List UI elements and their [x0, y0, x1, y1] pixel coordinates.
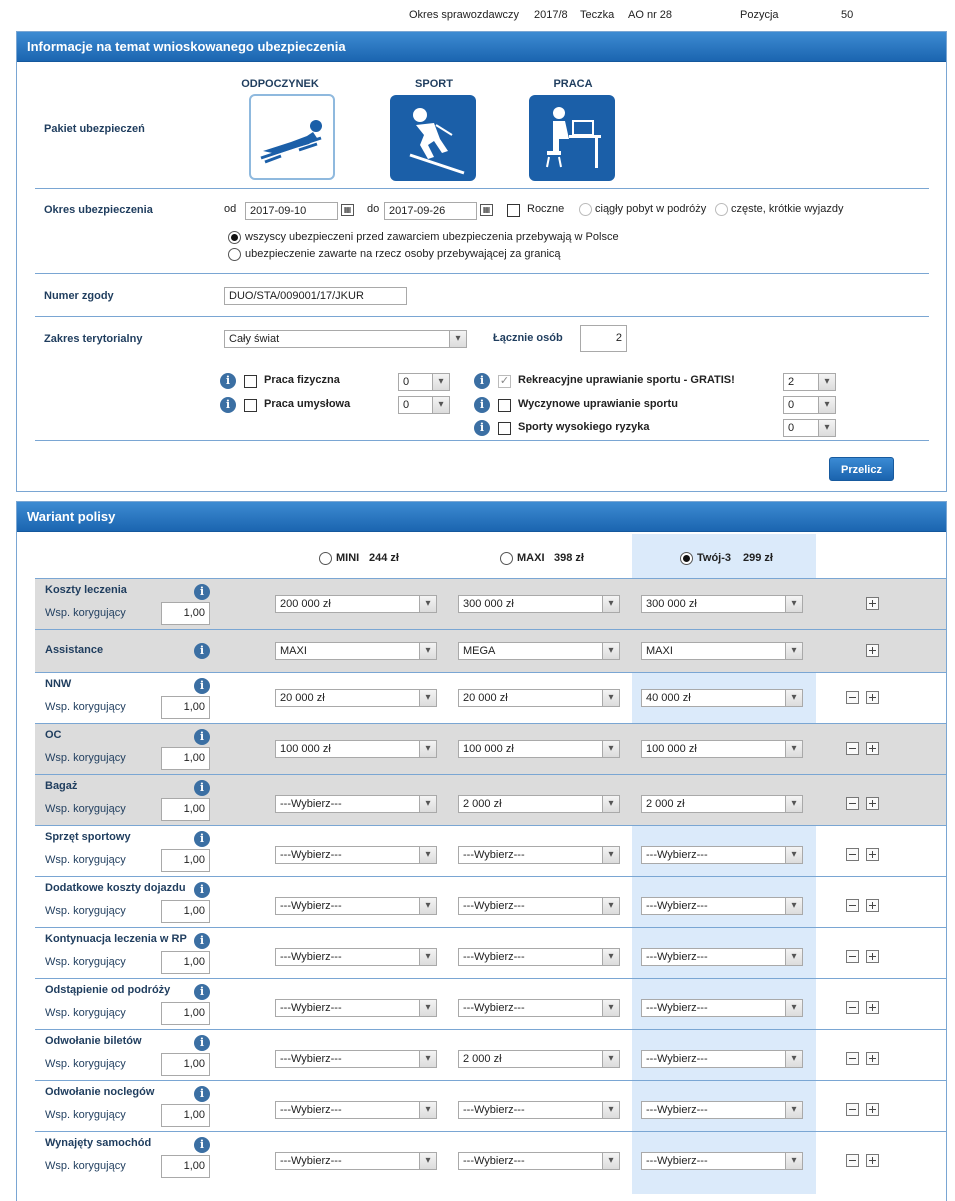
coverage-select[interactable] [458, 1101, 620, 1119]
territory-select[interactable] [224, 330, 467, 348]
competitive-sport-checkbox[interactable] [498, 399, 511, 412]
coverage-select[interactable] [275, 795, 437, 813]
competitive-sport-label: Wyczynowe uprawianie sportu [518, 398, 678, 410]
collapse-icon[interactable] [846, 1052, 859, 1065]
expand-icon[interactable] [866, 899, 879, 912]
info-icon[interactable]: i [194, 729, 210, 745]
coverage-value: 20 000 zł [463, 692, 508, 704]
chevron-down-icon: ▾ [785, 1000, 802, 1016]
coverage-select[interactable] [458, 1050, 620, 1068]
recalculate-button[interactable]: Przelicz [829, 457, 894, 481]
coverage-select[interactable] [641, 1101, 803, 1119]
coverage-value: 2 000 zł [463, 1053, 502, 1065]
coverage-name: Sprzęt sportowy [45, 831, 131, 843]
chevron-down-icon: ▾ [602, 898, 619, 914]
package-title-relax: ODPOCZYNEK [241, 78, 319, 90]
coverage-value: ---Wybierz--- [646, 1155, 708, 1167]
position-value: 50 [841, 9, 854, 21]
info-icon[interactable]: i [194, 882, 210, 898]
coverage-name: Wynajęty samochód [45, 1137, 152, 1149]
info-icon[interactable]: i [474, 397, 490, 413]
coverage-value: ---Wybierz--- [463, 951, 525, 963]
work-icon [529, 95, 615, 181]
divider [35, 273, 929, 274]
coef-label: Wsp. korygujący [45, 1058, 126, 1070]
coverage-select[interactable] [458, 846, 620, 864]
variant-name-custom: Twój-3 [697, 552, 732, 564]
table-row [35, 1131, 946, 1182]
chevron-down-icon: ▾ [602, 1051, 619, 1067]
coverage-name: Odstąpienie od podróży [45, 984, 171, 996]
coverage-select[interactable] [275, 595, 437, 613]
coverage-value: MEGA [463, 645, 496, 657]
expand-icon[interactable] [866, 691, 879, 704]
chevron-down-icon: ▾ [419, 596, 436, 612]
collapse-icon[interactable] [846, 1103, 859, 1116]
collapse-icon[interactable] [846, 899, 859, 912]
coverage-select[interactable] [275, 1152, 437, 1170]
coverage-value: ---Wybierz--- [280, 1053, 342, 1065]
chevron-down-icon: ▾ [785, 1153, 802, 1169]
coverage-value: ---Wybierz--- [646, 900, 708, 912]
info-icon[interactable]: i [194, 1035, 210, 1051]
extreme-sport-label: Sporty wysokiego ryzyka [518, 421, 650, 433]
chevron-down-icon: ▾ [419, 1102, 436, 1118]
coverage-select[interactable] [641, 795, 803, 813]
coef-label: Wsp. korygujący [45, 905, 126, 917]
extreme-sport-checkbox[interactable] [498, 422, 511, 435]
expand-icon[interactable] [866, 644, 879, 657]
coverage-value: ---Wybierz--- [280, 798, 342, 810]
coverage-value: ---Wybierz--- [280, 900, 342, 912]
coef-input[interactable]: 1,00 [161, 951, 210, 974]
count-value: 0 [788, 422, 795, 434]
collapse-icon[interactable] [846, 950, 859, 963]
mental-work-checkbox[interactable] [244, 399, 257, 412]
chevron-down-icon: ▾ [602, 847, 619, 863]
divider [35, 440, 929, 441]
coverage-name: NNW [45, 678, 72, 690]
table-row [35, 723, 946, 774]
chevron-down-icon: ▾ [602, 1153, 619, 1169]
chevron-down-icon: ▾ [785, 690, 802, 706]
coef-label: Wsp. korygujący [45, 956, 126, 968]
persons-input[interactable]: 2 [580, 325, 627, 352]
package-work[interactable] [529, 95, 615, 181]
chevron-down-icon: ▾ [419, 741, 436, 757]
insurance-info-panel [16, 31, 947, 492]
chevron-down-icon: ▾ [419, 847, 436, 863]
relax-icon [251, 96, 333, 178]
coverage-select[interactable] [641, 999, 803, 1017]
chevron-down-icon: ▾ [602, 796, 619, 812]
coverage-value: ---Wybierz--- [463, 900, 525, 912]
chevron-down-icon: ▾ [432, 397, 449, 413]
coverage-select[interactable] [641, 740, 803, 758]
mental-work-count[interactable] [398, 396, 450, 414]
coverage-value: 100 000 zł [646, 743, 697, 755]
count-value: 0 [403, 376, 410, 388]
count-value: 0 [403, 399, 410, 411]
info-icon[interactable]: i [194, 1137, 210, 1153]
coverage-select[interactable] [275, 1050, 437, 1068]
info-icon[interactable]: i [194, 984, 210, 1000]
coef-input[interactable]: 1,00 [161, 1104, 210, 1127]
table-row [35, 876, 946, 927]
chevron-down-icon: ▾ [785, 796, 802, 812]
coverage-name: Odwołanie biletów [45, 1035, 142, 1047]
position-label: Pozycja [740, 9, 779, 21]
coverage-select[interactable] [641, 642, 803, 660]
expand-icon[interactable] [866, 597, 879, 610]
package-relax[interactable] [249, 94, 335, 180]
location-radio-abroad[interactable] [228, 248, 241, 261]
annual-label: Roczne [527, 203, 565, 215]
collapse-icon[interactable] [846, 1001, 859, 1014]
coef-input[interactable]: 1,00 [161, 696, 210, 719]
recreational-sport-label: Rekreacyjne uprawianie sportu - GRATIS! [518, 374, 735, 386]
variant-radio-mini[interactable] [319, 552, 332, 565]
table-row [35, 927, 946, 978]
coverage-value: ---Wybierz--- [646, 1104, 708, 1116]
to-label: do [367, 203, 380, 215]
variant-name-maxi: MAXI [517, 552, 545, 564]
policy-variant-panel [16, 501, 947, 1201]
coef-label: Wsp. korygujący [45, 607, 126, 619]
package-sport[interactable] [390, 95, 476, 181]
info-icon[interactable]: i [194, 933, 210, 949]
competitive-sport-count[interactable] [783, 396, 836, 414]
coverage-select[interactable] [641, 689, 803, 707]
expand-icon[interactable] [866, 1001, 879, 1014]
variant-radio-maxi[interactable] [500, 552, 513, 565]
coverage-name: OC [45, 729, 62, 741]
info-icon[interactable]: i [194, 678, 210, 694]
info-icon[interactable]: i [474, 373, 490, 389]
coef-input[interactable]: 1,00 [161, 1002, 210, 1025]
table-row [35, 629, 946, 672]
chevron-down-icon: ▾ [419, 898, 436, 914]
calendar-icon[interactable]: ▦ [480, 204, 493, 216]
table-row [35, 978, 946, 1029]
physical-work-label: Praca fizyczna [264, 374, 340, 386]
coverage-select[interactable] [458, 1152, 620, 1170]
frequent-radio[interactable] [715, 203, 728, 216]
coef-input[interactable]: 1,00 [161, 602, 210, 625]
continuous-radio[interactable] [579, 203, 592, 216]
table-row [35, 825, 946, 876]
variant-name-mini: MINI [336, 552, 360, 564]
folder-label: Teczka [580, 9, 615, 21]
coverage-select[interactable] [275, 1101, 437, 1119]
coverage-value: MAXI [646, 645, 673, 657]
coverage-select[interactable] [641, 1152, 803, 1170]
coverage-value: ---Wybierz--- [280, 1155, 342, 1167]
recreational-sport-count[interactable] [783, 373, 836, 391]
collapse-icon[interactable] [846, 1154, 859, 1167]
chevron-down-icon: ▾ [785, 949, 802, 965]
expand-icon[interactable] [866, 848, 879, 861]
coverage-value: ---Wybierz--- [646, 1002, 708, 1014]
coverage-value: 200 000 zł [280, 598, 331, 610]
coverage-select[interactable] [275, 642, 437, 660]
chevron-down-icon: ▾ [818, 374, 835, 390]
chevron-down-icon: ▾ [602, 690, 619, 706]
coverage-name: Koszty leczenia [45, 584, 127, 596]
info-icon[interactable]: i [194, 643, 210, 659]
variant-price-custom: 299 zł [743, 552, 773, 564]
coverage-value: ---Wybierz--- [463, 849, 525, 861]
chevron-down-icon: ▾ [419, 1153, 436, 1169]
coef-label: Wsp. korygujący [45, 1160, 126, 1172]
info-icon[interactable]: i [220, 397, 236, 413]
table-row [35, 774, 946, 825]
coverage-value: 100 000 zł [280, 743, 331, 755]
chevron-down-icon: ▾ [419, 643, 436, 659]
coverage-select[interactable] [458, 642, 620, 660]
coverage-value: ---Wybierz--- [280, 951, 342, 963]
chevron-down-icon: ▾ [602, 643, 619, 659]
coverage-value: 300 000 zł [463, 598, 514, 610]
coverage-value: ---Wybierz--- [280, 1104, 342, 1116]
frequent-label: częste, krótkie wyjazdy [731, 203, 844, 215]
chevron-down-icon: ▾ [602, 1102, 619, 1118]
territory-value: Cały świat [229, 333, 280, 345]
coverage-select[interactable] [275, 999, 437, 1017]
variant-price-maxi: 398 zł [554, 552, 584, 564]
chevron-down-icon: ▾ [419, 690, 436, 706]
coverage-value: MAXI [280, 645, 307, 657]
info-icon[interactable]: i [194, 831, 210, 847]
coef-input[interactable]: 1,00 [161, 900, 210, 923]
chevron-down-icon: ▾ [785, 741, 802, 757]
physical-work-checkbox[interactable] [244, 375, 257, 388]
coef-input[interactable]: 1,00 [161, 798, 210, 821]
chevron-down-icon: ▾ [602, 1000, 619, 1016]
period-label: Okres sprawozdawczy [409, 9, 520, 21]
chevron-down-icon: ▾ [432, 374, 449, 390]
report-info-bar [0, 0, 955, 28]
chevron-down-icon: ▾ [785, 898, 802, 914]
coverage-value: ---Wybierz--- [463, 1002, 525, 1014]
agreement-label: Numer zgody [44, 290, 114, 302]
collapse-icon[interactable] [846, 797, 859, 810]
info-icon[interactable]: i [194, 1086, 210, 1102]
coef-label: Wsp. korygujący [45, 1109, 126, 1121]
chevron-down-icon: ▾ [419, 949, 436, 965]
package-label: Pakiet ubezpieczeń [44, 123, 145, 135]
coverage-name: Bagaż [45, 780, 78, 792]
coverage-name: Dodatkowe koszty dojazdu [45, 882, 186, 894]
coef-label: Wsp. korygujący [45, 752, 126, 764]
chevron-down-icon: ▾ [602, 596, 619, 612]
chevron-down-icon: ▾ [818, 397, 835, 413]
chevron-down-icon: ▾ [419, 1051, 436, 1067]
divider [35, 188, 929, 189]
info-icon[interactable]: i [474, 420, 490, 436]
coverage-value: ---Wybierz--- [463, 1104, 525, 1116]
count-value: 2 [788, 376, 795, 388]
continuous-label: ciągły pobyt w podróży [595, 203, 707, 215]
coverage-value: 2 000 zł [463, 798, 502, 810]
coverage-select[interactable] [458, 595, 620, 613]
agreement-input[interactable]: DUO/STA/009001/17/JKUR [224, 287, 407, 305]
collapse-icon[interactable] [846, 691, 859, 704]
coverage-value: 20 000 zł [280, 692, 325, 704]
coverage-select[interactable] [641, 897, 803, 915]
table-row [35, 1080, 946, 1131]
location-option-abroad: ubezpieczenie zawarte na rzecz osoby przebywającej za granicą [245, 248, 561, 260]
chevron-down-icon: ▾ [602, 741, 619, 757]
info-icon[interactable]: i [194, 584, 210, 600]
expand-icon[interactable] [866, 1052, 879, 1065]
from-label: od [224, 203, 237, 215]
coverage-select[interactable] [275, 846, 437, 864]
coef-input[interactable]: 1,00 [161, 747, 210, 770]
persons-label: Łącznie osób [493, 332, 563, 344]
period-label: Okres ubezpieczenia [44, 204, 153, 216]
chevron-down-icon: ▾ [419, 796, 436, 812]
coverage-select[interactable] [458, 897, 620, 915]
panel-title: Wariant polisy [17, 502, 946, 532]
expand-icon[interactable] [866, 1103, 879, 1116]
coverage-value: 300 000 zł [646, 598, 697, 610]
table-row [35, 1029, 946, 1080]
coverage-name: Assistance [45, 644, 104, 656]
chevron-down-icon: ▾ [419, 1000, 436, 1016]
expand-icon[interactable] [866, 742, 879, 755]
date-to-input[interactable]: 2017-09-26 [384, 202, 477, 220]
coverage-select[interactable] [641, 846, 803, 864]
recreational-sport-checkbox[interactable]: ✓ [499, 375, 510, 387]
table-row [35, 578, 946, 629]
coverage-value: ---Wybierz--- [463, 1155, 525, 1167]
chevron-down-icon: ▾ [602, 949, 619, 965]
variant-radio-custom[interactable] [680, 552, 693, 565]
coverage-select[interactable] [458, 740, 620, 758]
divider [35, 316, 929, 317]
ski-icon [390, 95, 476, 181]
variant-price-mini: 244 zł [369, 552, 399, 564]
package-title-work: PRACA [553, 78, 593, 90]
coverage-select[interactable] [458, 689, 620, 707]
coverage-name: Kontynuacja leczenia w RP [45, 933, 187, 945]
table-row [35, 672, 946, 723]
chevron-down-icon: ▾ [785, 643, 802, 659]
coverage-select[interactable] [458, 948, 620, 966]
package-title-sport: SPORT [415, 78, 453, 90]
coverage-value: ---Wybierz--- [280, 849, 342, 861]
collapse-icon[interactable] [846, 848, 859, 861]
info-icon[interactable]: i [194, 780, 210, 796]
chevron-down-icon: ▾ [785, 1051, 802, 1067]
territory-label: Zakres terytorialny [44, 333, 143, 345]
physical-work-count[interactable] [398, 373, 450, 391]
coverage-value: ---Wybierz--- [646, 1053, 708, 1065]
annual-checkbox[interactable] [507, 204, 520, 217]
count-value: 0 [788, 399, 795, 411]
location-radio-poland[interactable] [228, 231, 241, 244]
coverage-select[interactable] [458, 795, 620, 813]
chevron-down-icon: ▾ [449, 331, 466, 347]
coverage-value: 100 000 zł [463, 743, 514, 755]
chevron-down-icon: ▾ [785, 1102, 802, 1118]
panel-title: Informacje na temat wnioskowanego ubezpieczenia [17, 32, 946, 62]
coverage-value: ---Wybierz--- [646, 849, 708, 861]
expand-icon[interactable] [866, 950, 879, 963]
folder-value: AO nr 28 [628, 9, 673, 21]
coverage-select[interactable] [641, 948, 803, 966]
date-from-input[interactable]: 2017-09-10 [245, 202, 338, 220]
collapse-icon[interactable] [846, 742, 859, 755]
coverage-select[interactable] [641, 1050, 803, 1068]
chevron-down-icon: ▾ [785, 596, 802, 612]
coverage-select[interactable] [275, 897, 437, 915]
coverage-select[interactable] [275, 689, 437, 707]
coef-input[interactable]: 1,00 [161, 849, 210, 872]
expand-icon[interactable] [866, 1154, 879, 1167]
coverage-value: ---Wybierz--- [280, 1002, 342, 1014]
coef-input[interactable]: 1,00 [161, 1155, 210, 1178]
calendar-icon[interactable]: ▦ [341, 204, 354, 216]
coverage-select[interactable] [641, 595, 803, 613]
coverage-select[interactable] [275, 740, 437, 758]
coef-label: Wsp. korygujący [45, 1007, 126, 1019]
coef-input[interactable]: 1,00 [161, 1053, 210, 1076]
extreme-sport-count[interactable] [783, 419, 836, 437]
location-option-poland: wszyscy ubezpieczeni przed zawarciem ubezpieczenia przebywają w Polsce [245, 231, 619, 243]
chevron-down-icon: ▾ [818, 420, 835, 436]
coef-label: Wsp. korygujący [45, 803, 126, 815]
coverage-value: 2 000 zł [646, 798, 685, 810]
coef-label: Wsp. korygujący [45, 854, 126, 866]
coverage-value: 40 000 zł [646, 692, 691, 704]
coverage-select[interactable] [458, 999, 620, 1017]
coverage-select[interactable] [275, 948, 437, 966]
chevron-down-icon: ▾ [785, 847, 802, 863]
mental-work-label: Praca umysłowa [264, 398, 351, 410]
period-value: 2017/8 [534, 9, 568, 21]
coverage-value: ---Wybierz--- [646, 951, 708, 963]
coverage-name: Odwołanie noclegów [45, 1086, 155, 1098]
info-icon[interactable]: i [220, 373, 236, 389]
coef-label: Wsp. korygujący [45, 701, 126, 713]
expand-icon[interactable] [866, 797, 879, 810]
